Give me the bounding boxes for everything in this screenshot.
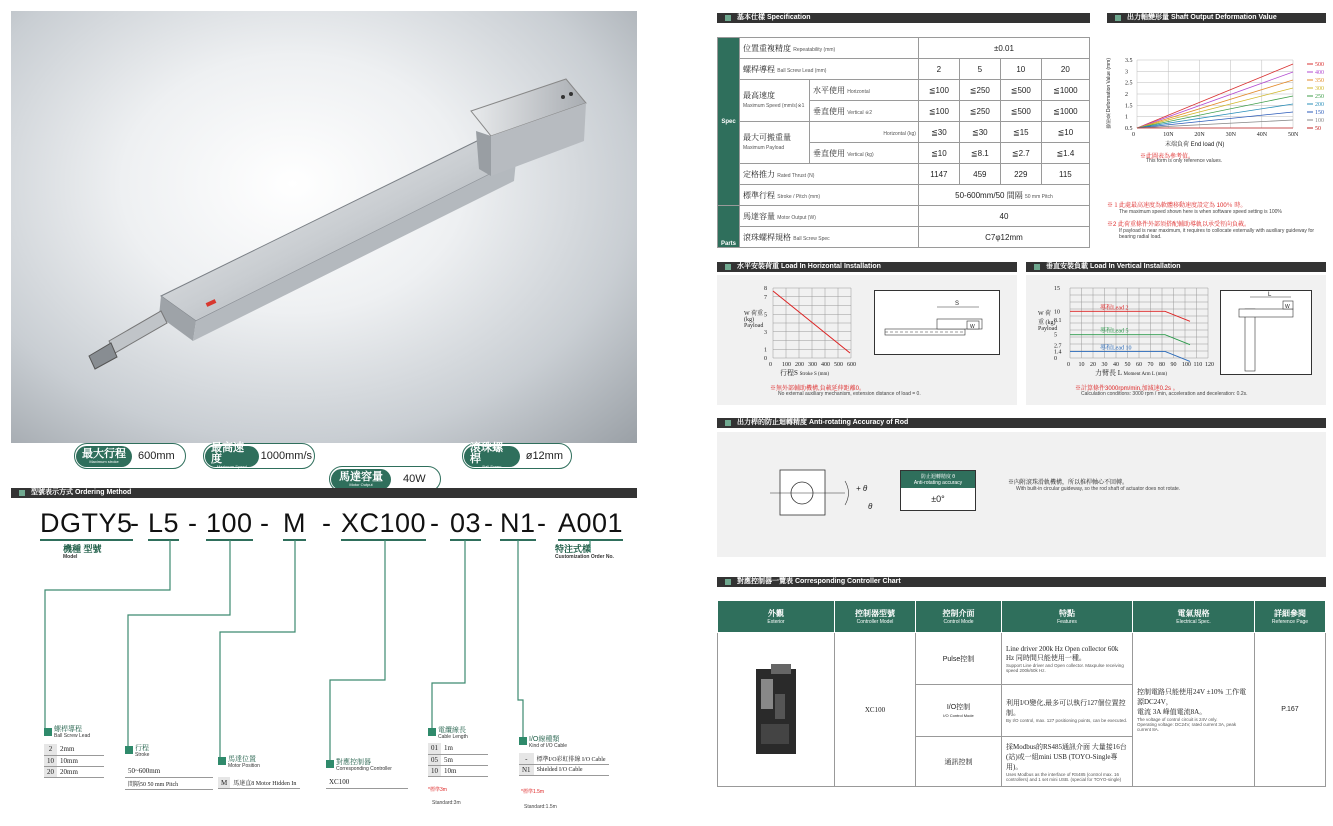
spec-row-repeat (718, 38, 1090, 59)
v-ytick: 15 (1054, 286, 1060, 292)
v-load-diagram-svg (1221, 291, 1311, 374)
footnote-2: ※2 此荷重條件外部須搭配輔助導軌以承受徑向負載。 If payload is near maximum, it requires to collocate externally with auxiliary guideway for bearing radial load. (1107, 222, 1315, 240)
payload-v-cell: ≦8.1 (959, 143, 1000, 164)
v-load-note-en: Calculation conditions: 3000 rpm / min, acceleration and deceleration: 0.2s. (1081, 391, 1248, 397)
motor-pos-row: M 馬達直8 Motor Hidden In (218, 777, 300, 789)
h-load-section-title: 水平安裝荷重 Load In Horizontal Installation (717, 262, 1017, 272)
spec-row-speed-h (718, 80, 1090, 101)
code-controller: XC100 (341, 508, 426, 541)
controller-marker (326, 760, 334, 768)
v-load-section-title: 垂直安裝負載 Load In Vertical Installation (1026, 262, 1326, 272)
controller-header-row (718, 601, 1326, 633)
spec-row-payload-h (718, 122, 1090, 143)
deform-ytick: 1.5 (1125, 103, 1133, 110)
speed-v-cell: ≦1000 (1041, 101, 1089, 122)
code-dash-7: - (537, 508, 547, 538)
deform-xtick: 0 (1132, 132, 1135, 138)
v-xtick: 50 (1124, 362, 1131, 368)
v-xtick: 110 (1193, 362, 1203, 368)
v-series-label: 導程Lead 2 (1100, 305, 1129, 312)
screw-value: C7φ12mm (918, 227, 1089, 248)
spec-row-lead (718, 59, 1090, 80)
lead-2: 2 (918, 59, 959, 80)
v-series-line (1070, 311, 1190, 321)
ordering-connector-lines (0, 0, 640, 826)
motor-value: 40 (918, 206, 1089, 227)
v-xtick: 70 (1147, 362, 1154, 368)
deform-xlabel: 末端負荷 End load (N) (1165, 142, 1225, 148)
speed-h-cell: ≦1000 (1041, 80, 1089, 101)
col-elec: 電氣規格 Electrical Spec. (1133, 601, 1255, 633)
motor-output-tag: 馬達容量 Motor Output (331, 469, 391, 490)
screw-label: 滾珠螺桿規格 Ball Screw Spec (740, 227, 919, 248)
col-mode: 控制介面 Control Mode (916, 601, 1002, 633)
v-xtick: 30 (1101, 362, 1108, 368)
deform-xtick: 50N (1288, 132, 1299, 138)
payload-h-cell: ≦15 (1000, 122, 1041, 143)
v-xtick: 120 (1205, 362, 1214, 368)
v-xtick: 60 (1136, 362, 1142, 368)
payload-h-cell: ≦10 (1041, 122, 1089, 143)
controller-row: XC100 (326, 777, 408, 788)
motor-pos-options (218, 777, 300, 789)
lead-5: 5 (959, 59, 1000, 80)
h-ytick: 7 (764, 294, 767, 301)
spec-row-motor (718, 206, 1090, 227)
h-ytick: 3 (764, 329, 767, 336)
parts-side-label: Parts (718, 206, 740, 248)
speed-h-label: 水平使用 Horizontal (810, 80, 919, 101)
anti-section-title: 出力桿的防止迴轉精度 Anti-rotating Accuracy of Rod (717, 418, 1326, 428)
payload-v-cell: ≦2.7 (1000, 143, 1041, 164)
motor-label: 馬達容量 Motor Output (W) (740, 206, 919, 227)
col-page: 詳細參閱 Reference Page (1255, 601, 1326, 633)
stroke-options (125, 766, 213, 790)
h-xtick: 500 (834, 362, 843, 368)
thrust-cell: 115 (1041, 164, 1089, 185)
v-load-note: ※計算條件3000rpm/min,加減速0.2s 。 (1075, 386, 1179, 392)
code-stroke: 100 (206, 508, 253, 541)
payload-v-cell: ≦1.4 (1041, 143, 1089, 164)
h-load-xlabel: 行程S Stroke S (mm) (780, 369, 830, 377)
feature-io: 利用I/O變化,最多可以執行127個位置控制。 By I/O control, max. 127 positioning points, can be executed. (1002, 685, 1133, 737)
cable-red-note: *標準3m (428, 787, 447, 793)
v-diagram-w-label: W (1285, 304, 1290, 310)
cable-standard-note: Standard:3m (432, 800, 461, 806)
deform-note-en: This form is only reference values. (1146, 158, 1223, 164)
code-cable: 03 (450, 508, 481, 541)
lead-row: 20 20mm (44, 766, 104, 777)
feature-pulse: Line driver 200k Hz Open collector 60k Hz 同時間只能使用一種。 Support Line driver and Open collector. Maxpulse receiving speed 200k/60k Hz. (1002, 633, 1133, 685)
footnote-1: ※１此處最高速度為軟體移動速度設定為 100％ 時。 The maximum speed shown here is when software speed setting is 100% (1107, 203, 1282, 215)
spec-side-label: Spec (718, 38, 740, 206)
spec-table (717, 37, 1090, 248)
h-load-curve (773, 291, 850, 353)
lead-marker (44, 728, 52, 736)
controller-model: XC100 (835, 633, 916, 787)
feature-comm: 採Modbus的RS485通訊介面 大量接16台(站)或一組mini USB (TOYO-Single專用)。 Uses Modbus as the interface of RS485 (control max. 16 controllers) and 1 set mini USB. (special for TOYO-single) (1002, 737, 1133, 787)
controller-options (326, 777, 408, 789)
deform-legend-label: 50 (1315, 126, 1321, 132)
repeat-value: ±0.01 (918, 38, 1089, 59)
code-lead: L5 (148, 508, 179, 541)
code-dash-3: - (260, 508, 270, 538)
v-xtick: 0 (1067, 362, 1070, 368)
lead-row: 10 10mm (44, 755, 104, 766)
h-diagram-s-label: S (955, 301, 960, 307)
v-load-diagram (1220, 290, 1312, 375)
deform-legend-label: 400 (1315, 70, 1324, 76)
h-xtick: 600 (847, 362, 856, 368)
v-load-chart (1040, 283, 1220, 378)
motor-output-value: 40W (403, 473, 426, 485)
deform-xtick: 40N (1256, 132, 1268, 138)
payload-h-cell: ≦30 (918, 122, 959, 143)
v-ytick: 8.1 (1054, 318, 1062, 325)
h-diagram-w-label: W (970, 324, 975, 330)
deform-legend-label: 200 (1315, 102, 1324, 108)
code-dash-1: - (130, 508, 140, 538)
h-ytick: 8 (764, 286, 767, 292)
deform-ytick: 2 (1125, 92, 1128, 98)
spec-section-title: 基本仕樣 Specification (717, 13, 1090, 23)
elec-spec: 控制電路只能使用24V ±10% 工作電源DC24V， 電流 3A 峰值電流8A。 The voltage of control circuit is 24V only. Operating voltage: DC24V, rated current 3A, peak current 8A. (1133, 633, 1255, 787)
ordering-section-title: 型號表示方式 Ordering Method (11, 488, 637, 498)
io-row: N1 Shielded I/O Cable (519, 765, 609, 776)
deform-ytick: 3 (1125, 69, 1128, 76)
lead-title: 螺桿導程 Ball Screw Lead (54, 726, 91, 739)
v-load-ylabel: W 荷重 (kg) Payload (1038, 311, 1058, 332)
v-ytick: 1.4 (1054, 349, 1062, 356)
v-series-label: 導程Lead 10 (1100, 345, 1132, 352)
lead-options (44, 744, 104, 778)
h-load-diagram (874, 290, 1000, 355)
cable-row: 01 1m (428, 743, 488, 754)
v-ytick: 5 (1054, 332, 1057, 339)
custom-label: 特注式樣 Customization Order No. (555, 544, 614, 560)
cable-title: 電纜線長 Cable Length (438, 727, 468, 740)
max-stroke-tag: 最大行程 Maximum stroke (76, 446, 132, 467)
mode-comm: 通訊控制 (916, 737, 1002, 787)
io-row: - 標準I/O彩虹排線 I/O Cable (519, 753, 609, 765)
payload-label: 最大可搬重量 Maximum Payload (740, 122, 810, 164)
deform-ytick: 2.5 (1125, 80, 1133, 87)
stroke-row: 間隔50 50 mm Pitch (125, 777, 213, 789)
h-xtick: 300 (808, 362, 817, 368)
stroke-label: 標準行程 Stroke / Pitch (mm) (740, 185, 919, 206)
deform-legend-label: 500 (1315, 62, 1324, 68)
speed-h-cell: ≦500 (1000, 80, 1041, 101)
io-title: I/O線種類 Kind of I/O Cable (529, 736, 568, 749)
anti-accuracy-box (900, 470, 976, 511)
controller-section-title: 對應控制器一覽表 Corresponding Controller Chart (717, 577, 1326, 587)
deform-ylabel: 變形量 Deformation Value (mm) (1106, 58, 1112, 129)
h-xtick: 100 (782, 362, 791, 368)
v-xtick: 90 (1170, 362, 1177, 368)
controller-image (741, 654, 811, 764)
speed-h-cell: ≦250 (959, 80, 1000, 101)
controller-row-pulse (718, 633, 1326, 685)
code-motor-pos: M (283, 508, 306, 541)
v-xtick: 20 (1090, 362, 1096, 368)
h-ytick: 0 (764, 356, 767, 362)
stroke-row: 50~600mm (125, 766, 213, 777)
v-load-xlabel: 力臂長 L Moment Arm L (mm) (1095, 369, 1168, 377)
model-label: 機種 型號 Model (63, 544, 102, 560)
v-xtick: 80 (1159, 362, 1165, 368)
spec-row-stroke (718, 185, 1090, 206)
anti-box-value: ±0° (931, 494, 945, 504)
speed-v-cell: ≦500 (1000, 101, 1041, 122)
deform-ytick: 3.5 (1125, 58, 1133, 64)
controller-title: 對應控制器 Corresponding Controller (336, 759, 392, 772)
max-speed-tag: 最高速度 Maximum Speed (205, 446, 259, 467)
deform-note: ※此圖表為參考值。 (1140, 154, 1195, 160)
v-series-line (1070, 351, 1190, 361)
cable-marker (428, 728, 436, 736)
deform-legend-label: 300 (1315, 86, 1324, 92)
v-series-label: 導程Lead 5 (1100, 328, 1129, 335)
v-xtick: 10 (1078, 362, 1085, 368)
h-ytick: 5 (764, 312, 767, 319)
io-options (519, 753, 609, 776)
io-red-note: *標準1.5m (521, 789, 545, 795)
deform-series-line (1137, 96, 1293, 128)
h-load-chart (730, 283, 870, 378)
mode-io: I/O控制 I/O Control Mode (916, 685, 1002, 737)
code-dash-5: - (430, 508, 440, 538)
speed-label: 最高速度 Maximum Speed (mm/s)※1 (740, 80, 810, 122)
code-dash-4: - (322, 508, 332, 538)
io-marker (519, 737, 527, 745)
h-load-diagram-svg (875, 291, 999, 354)
max-stroke-value: 600mm (138, 450, 175, 462)
v-ytick: 2.7 (1054, 343, 1062, 350)
speed-v-cell: ≦250 (959, 101, 1000, 122)
motor-pos-title: 馬達位置 Motor Position (228, 756, 260, 769)
deform-xtick: 30N (1225, 132, 1236, 138)
h-xtick: 400 (821, 362, 830, 368)
payload-v-label: 垂直使用 Vertical (kg) (810, 143, 919, 164)
cable-row: 05 5m (428, 754, 488, 765)
stroke-marker (125, 746, 133, 754)
col-exterior: 外觀 Exterior (718, 601, 835, 633)
payload-h-label: Horizontal (kg) (810, 122, 919, 143)
v-ytick: 10 (1054, 309, 1060, 316)
lead-10: 10 (1000, 59, 1041, 80)
deform-legend-label: 150 (1315, 110, 1324, 116)
deform-legend-label: 250 (1315, 94, 1324, 100)
ball-screw-tag: 滾珠螺桿 Ball Screw (464, 446, 520, 467)
deform-section-title: 出力軸變形量 Shaft Output Deformation Value (1107, 13, 1326, 23)
lead-label: 螺桿導程 Ball Screw Lead (mm) (740, 59, 919, 80)
payload-h-cell: ≦30 (959, 122, 1000, 143)
thrust-cell: 229 (1000, 164, 1041, 185)
payload-v-cell: ≦10 (918, 143, 959, 164)
deform-legend-label: 100 (1315, 118, 1324, 124)
spec-row-screw (718, 227, 1090, 248)
mode-pulse: Pulse控制 (916, 633, 1002, 685)
thrust-label: 定格推力 Rated Thrust (N) (740, 164, 919, 185)
code-io: N1 (500, 508, 536, 541)
v-diagram-l-label: L (1268, 292, 1272, 298)
col-features: 特點 Features (1002, 601, 1133, 633)
col-model: 控制器型號 Controller Model (835, 601, 916, 633)
deform-xtick: 10N (1163, 132, 1174, 138)
deform-ytick: 0.5 (1125, 126, 1133, 132)
v-ytick: 0 (1054, 356, 1057, 362)
h-xtick: 200 (795, 362, 804, 368)
v-xtick: 100 (1182, 362, 1191, 368)
lead-20: 20 (1041, 59, 1089, 80)
controller-image-cell (718, 633, 835, 787)
anti-note: ※內附滾珠滑軌機構，所以推桿軸心不回轉。 With built-in circular guideway, so the rod shaft of actuator does not rotate. (1008, 480, 1181, 492)
io-standard-note: Standard:1.5m (524, 804, 557, 810)
reference-page: P.167 (1255, 633, 1326, 787)
controller-table (717, 600, 1326, 787)
repeat-label: 位置重複精度 Repeatability (mm) (740, 38, 919, 59)
spec-row-thrust (718, 164, 1090, 185)
v-series-line (1070, 335, 1190, 345)
h-load-note: ※無外部輔助機構,負載延伸距離0。 (770, 386, 866, 392)
cable-options (428, 743, 488, 777)
h-load-note-en: No external auxiliary mechanism, extension distance of load = 0. (778, 391, 921, 397)
max-speed-value: 1000mm/s (260, 450, 312, 462)
code-dash-6: - (484, 508, 494, 538)
deform-ytick: 1 (1125, 114, 1128, 121)
speed-v-cell: ≦100 (918, 101, 959, 122)
cable-row: 10 10m (428, 765, 488, 776)
stroke-value: 50-600mm/50 間隔 50 mm Pitch (918, 185, 1089, 206)
thrust-cell: 1147 (918, 164, 959, 185)
code-dash-2: - (188, 508, 198, 538)
deform-legend-label: 350 (1315, 78, 1324, 84)
h-xtick: 0 (769, 362, 772, 368)
anti-box-header: 防止迴轉精度 θ Anti-rotating accuracy (901, 471, 975, 488)
deform-xtick: 20N (1194, 132, 1205, 138)
v-xtick: 40 (1113, 362, 1119, 368)
ball-screw-value: ø12mm (525, 450, 563, 462)
theta-plus-label: + θ (856, 484, 868, 493)
code-custom: A001 (558, 508, 623, 541)
speed-v-label: 垂直使用 Vertical ※2 (810, 101, 919, 122)
stroke-title: 行程 Stroke (135, 745, 150, 758)
theta-label: θ (868, 502, 873, 511)
code-model: DGTY5 (40, 508, 133, 541)
h-ytick: 1 (764, 347, 767, 354)
lead-row: 2 2mm (44, 744, 104, 755)
anti-diagram (770, 465, 890, 525)
h-load-ylabel: W 荷重 (kg) Payload (744, 311, 764, 329)
deform-series-line (1137, 64, 1293, 128)
thrust-cell: 459 (959, 164, 1000, 185)
motor-pos-marker (218, 757, 226, 765)
speed-h-cell: ≦100 (918, 80, 959, 101)
